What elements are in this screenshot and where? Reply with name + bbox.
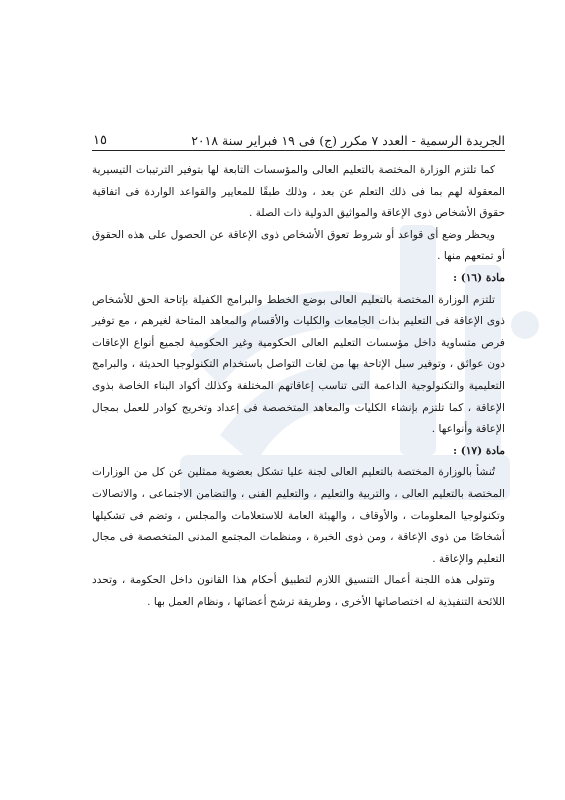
- paragraph-4: تُنشأ بالوزارة المختصة بالتعليم العالى لجنة عليا تشكل بعضوية ممثلين عن كل من الوزارات المختصة بالتعليم العالى ، والتربية والتعليم ، والتعليم الفنى ، والتضامن الاجتماعى ، والاتصالات وتكنولوجيا المعلومات ، والأوقاف ، والهيئة العامة للاستعلامات والمجلس ، وتضم فى تشكيلها أشخاصًا من ذوى الإعاقة ، ومن ذوى الخبرة ، ومنظمات المجتمع المدنى المتخصصة فى مجال التعليم والإعاقة .: [92, 466, 505, 565]
- article-17-heading: مادة (١٧) :: [453, 444, 505, 457]
- running-title: الجريدة الرسمية - العدد ٧ مكرر (ج) فى ١٩ فبراير سنة ٢٠١٨: [191, 133, 505, 148]
- paragraph-2: ويحظر وضع أى قواعد أو شروط تعوق الأشخاص ذوى الإعاقة عن الحصول على هذه الحقوق أو تمتعهم منها .: [92, 228, 505, 263]
- header-rule: [92, 150, 505, 151]
- page-number: ١٥: [93, 133, 107, 148]
- page-header: [93, 128, 505, 148]
- paragraph-3: تلتزم الوزارة المختصة بالتعليم العالى بوضع الخطط والبرامج الكفيلة بإتاحة الحق للأشخاص ذوى الإعاقة فى التعليم بذات الجامعات والكليات والأقسام والمعاهد المتاحة لغيرهم ، مع توفير فرص متساوية داخل مؤسسات التعليم العالى الحكومية وغير الحكومية لجميع أنواع الإعاقات دون عوائق ، وتوفير سبل الإتاحة بها من لغات التواصل باستخدام التكنولوجيا الحديثة ، والبرامج التعليمية والتكنولوجية الداعمة التى تناسب إعاقاتهم المختلفة وكذلك أكواد البناء الخاصة بذوى الإعاقة ، كما تلتزم بإنشاء الكليات والمعاهد المتخصصة فى إعداد وتخريج كوادر للعمل بمجال الإعاقة وأنواعها .: [92, 293, 505, 436]
- paragraph-5: وتتولى هذه اللجنة أعمال التنسيق اللازم لتطبيق أحكام هذا القانون داخل الحكومة ، وتحدد اللائحة التنفيذية له اختصاصاتها الأخرى ، وطريقة ترشح أعضائها ، ونظام العمل بها .: [92, 574, 505, 608]
- paragraph-1: كما تلتزم الوزارة المختصة بالتعليم العالى والمؤسسات التابعة لها بتوفير الترتيبات التيسيرية المعقولة لهم بما فى ذلك التعلم عن بعد ، وذلك طبقًا للمعايير والقواعد الواردة فى اتفاقية حقوق الأشخاص ذوى الإعاقة والمواثيق الدولية ذات الصلة .: [92, 164, 505, 220]
- article-16-heading: مادة (١٦) :: [453, 271, 505, 284]
- page-body: [92, 160, 505, 613]
